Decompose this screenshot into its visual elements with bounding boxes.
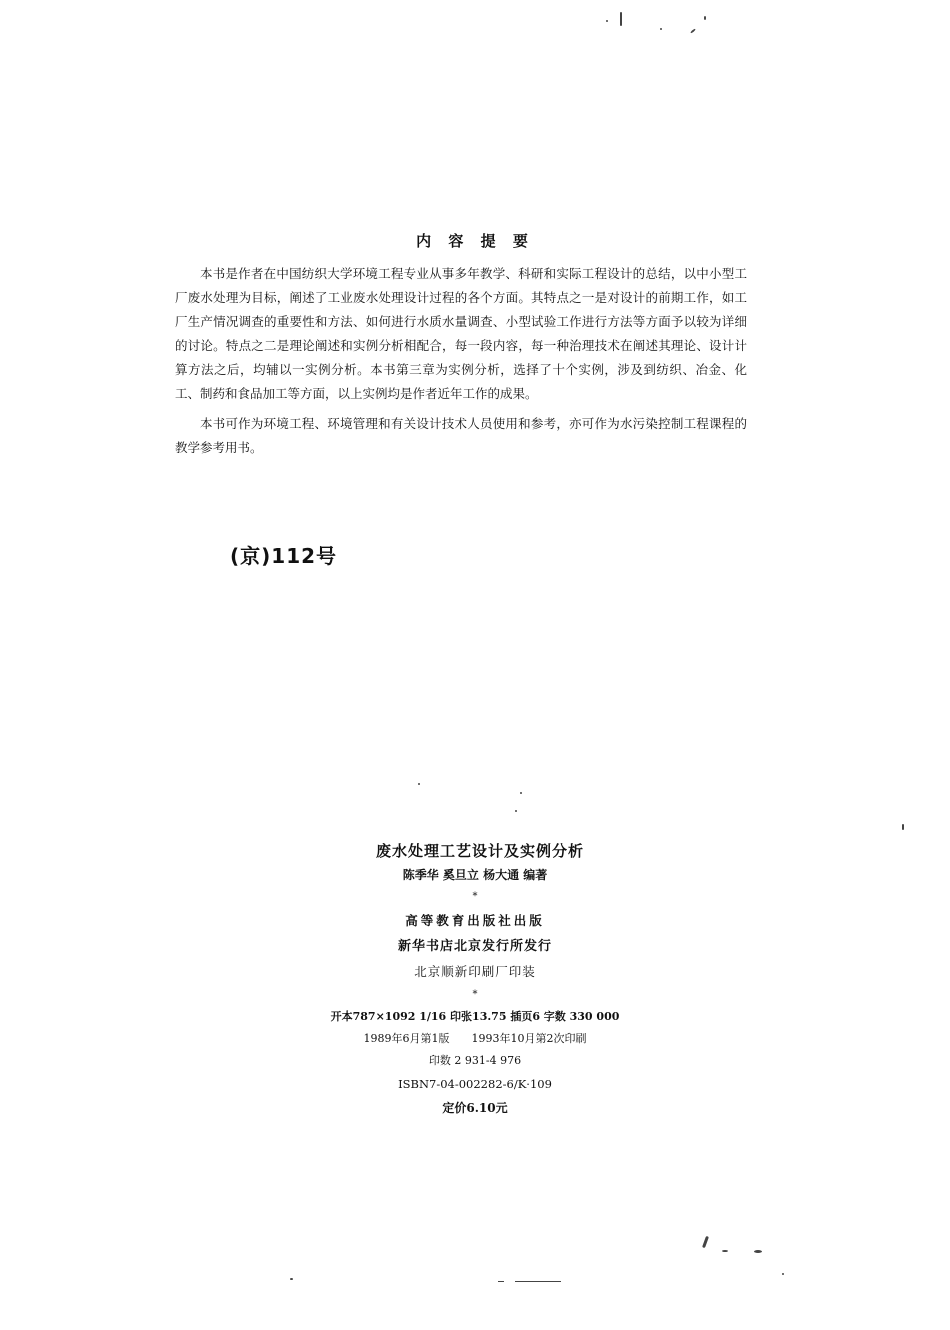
isbn: ISBN7-04-002282-6/K·109: [398, 1077, 552, 1091]
scan-speck: [702, 1236, 709, 1248]
scan-speck: [418, 783, 420, 785]
scan-speck: [520, 792, 522, 794]
book-title: 废水处理工艺设计及实例分析: [375, 842, 584, 860]
scan-speck: [498, 1281, 504, 1282]
scan-speck: [902, 824, 904, 830]
scan-speck: [704, 16, 706, 20]
catalog-code: (京)112号: [230, 544, 338, 568]
format-spec: 开本787×1092 1/16 印张13.75 插页6 字数 330 000: [330, 1010, 620, 1023]
summary-title: 内 容 提 要: [416, 232, 534, 250]
distributor: 新华书店北京发行所发行: [397, 939, 552, 954]
scan-speck: [515, 810, 517, 812]
summary-paragraph: 本书是作者在中国纺织大学环境工程专业从事多年教学、科研和实际工程设计的总结，以中小型工厂废水处理为目标，阐述了工业废水处理设计过程的各个方面。其特点之一是对设计的前期工作，如工厂生产情况调查的重要性和方法、如何进行水质水量调查、小型试验工作进行方法等方面予以较为详细的讨论。特点之二是理论阐述和实例分析相配合，每一段内容，每一种治理技术在阐述其理论、设计计算方法之后，均辅以一实例分析。本书第三章为实例分析，选择了十个实例，涉及到纺织、冶金、化工、制药和食品加工等方面，以上实例均是作者近年工作的成果。: [175, 266, 747, 401]
scan-speck: [620, 12, 622, 26]
scan-speck: [606, 20, 608, 22]
summary-body: [175, 262, 747, 466]
scan-speck: [290, 1278, 293, 1280]
colophon: [0, 838, 950, 1120]
scan-speck: [754, 1250, 762, 1253]
summary-paragraph: 本书可作为环境工程、环境管理和有关设计技术人员使用和参考，亦可作为水污染控制工程课程的教学参考用书。: [175, 416, 747, 455]
scan-speck: [660, 28, 662, 30]
print-count: 印数 2 931-4 976: [428, 1054, 522, 1067]
printer: 北京顺新印刷厂印装: [414, 964, 536, 979]
scan-speck: [782, 1273, 784, 1275]
scan-speck: [722, 1250, 728, 1252]
price: 定价6.10元: [442, 1101, 508, 1115]
publisher: 高等教育出版社出版: [405, 913, 545, 928]
edition-info: 1989年6月第1版 1993年10月第2次印刷: [363, 1032, 587, 1045]
scan-speck: [690, 28, 696, 33]
separator: *: [472, 891, 478, 902]
scan-speck: [515, 1281, 561, 1282]
separator: *: [472, 989, 478, 1000]
authors: 陈季华 奚旦立 杨大通 编著: [402, 868, 548, 882]
